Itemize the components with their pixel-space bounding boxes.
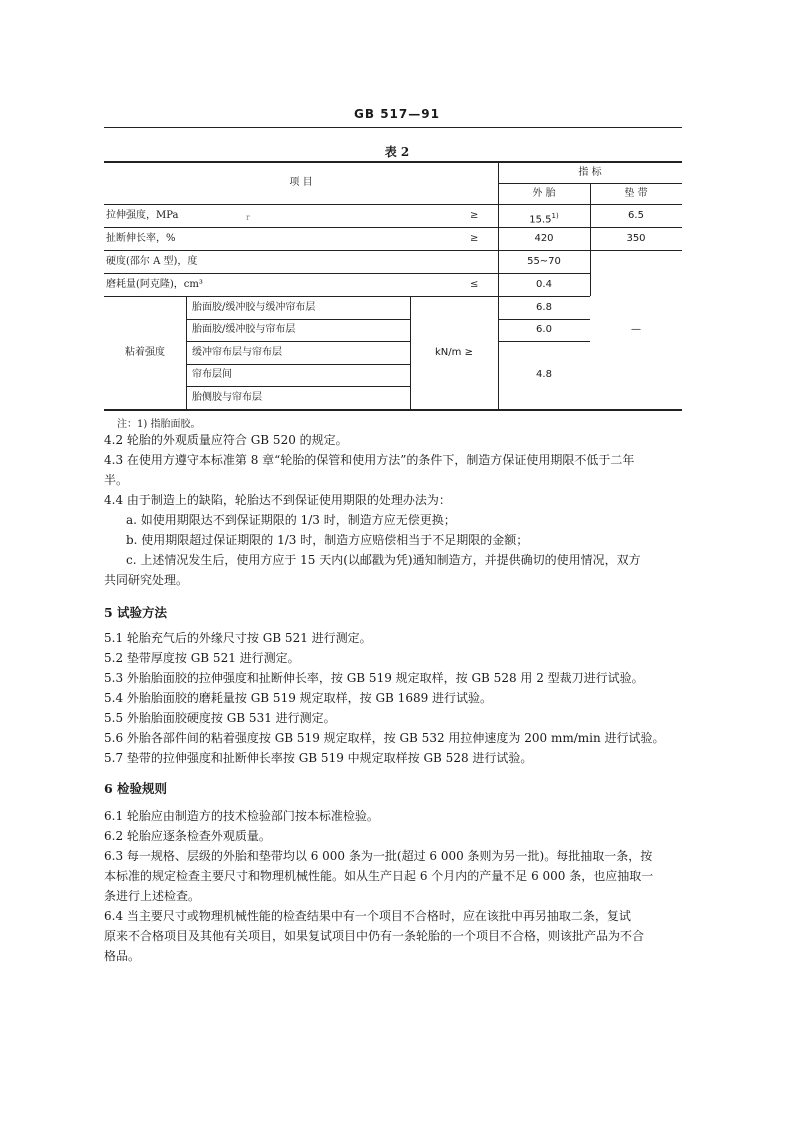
- table-line: [186, 296, 187, 409]
- table-line: [186, 386, 410, 387]
- row-op-abrasion: ≤: [470, 279, 479, 290]
- row-label-tensile: 拉伸强度，MPa: [106, 210, 179, 221]
- para-5-7: 5.7 垫带的拉伸强度和扯断伸长率按 GB 519 中规定取样按 GB 528 进行试验。: [104, 751, 533, 765]
- para-4-2: 4.2 轮胎的外观质量应符合 GB 520 的规定。: [104, 433, 348, 447]
- row-outer-abrasion: 0.4: [536, 279, 552, 290]
- adhesion-sub-2: 胎面胶/缓冲胶与帘布层: [192, 324, 296, 335]
- table-top-border: [104, 161, 682, 163]
- para-5-5: 5.5 外胎胎面胶硬度按 GB 531 进行测定。: [104, 711, 336, 725]
- para-5-4: 5.4 外胎胎面胶的磨耗量按 GB 519 规定取样，按 GB 1689 进行试验。: [104, 691, 493, 705]
- table-line: [104, 273, 590, 274]
- row-label-elong: 扯断伸长率，%: [106, 233, 176, 244]
- para-4-4-c: c. 上述情况发生后，使用方应于 15 天内(以邮戳为凭)通知制造方，并提供确切的使用情况，双方: [126, 553, 641, 567]
- adhesion-sub-3: 缓冲帘布层与帘布层: [192, 347, 282, 358]
- para-6-4: 6.4 当主要尺寸或物理机械性能的检查结果中有一个项目不合格时，应在该批中再另抽取二条，复试: [104, 909, 631, 923]
- stray-mark: r: [246, 213, 250, 222]
- row-label-adhesion: 粘着强度: [125, 347, 165, 358]
- table-caption: 表 2: [384, 145, 410, 159]
- col-header-index: 指 标: [578, 167, 602, 178]
- table-line: [498, 319, 590, 320]
- para-6-3-cont-1: 本标准的规定检查主要尺寸和物理机械性能。如从生产日起 6 个月内的产量不足 6 000 条，也应抽取一: [104, 869, 654, 883]
- para-4-4-c-cont: 共同研究处理。: [104, 573, 189, 587]
- adhesion-sub-5: 胎侧胶与帘布层: [192, 392, 262, 403]
- para-6-4-cont-2: 格品。: [104, 949, 141, 963]
- para-6-1: 6.1 轮胎应由制造方的技术检验部门按本标准检验。: [104, 809, 379, 823]
- table-line: [104, 204, 682, 205]
- para-6-3: 6.3 每一规格、层级的外胎和垫带均以 6 000 条为一批(超过 6 000 条则为另一批)。每批抽取一条，按: [104, 849, 653, 863]
- para-6-3-cont-2: 条进行上述检查。: [104, 889, 201, 903]
- para-5-6: 5.6 外胎各部件间的粘着强度按 GB 519 规定取样，按 GB 532 用拉伸速度为 200 mm/min 进行试验。: [104, 731, 665, 745]
- table-line: [186, 319, 410, 320]
- pad-dash: —: [631, 324, 641, 335]
- col-header-outer: 外 胎: [532, 188, 556, 199]
- row-outer-elong: 420: [534, 233, 554, 244]
- section-5-heading: 5 试验方法: [104, 605, 168, 620]
- table-line: [498, 341, 590, 342]
- row-op-tensile: ≥: [470, 210, 479, 221]
- table-line: [104, 296, 590, 297]
- para-4-4-b: b. 使用期限超过保证期限的 1/3 时，制造方应赔偿相当于不足期限的金额；: [126, 533, 529, 547]
- standard-code-header: GB 517—91: [354, 107, 440, 121]
- col-header-pad: 垫 带: [624, 188, 648, 199]
- adhesion-sub-1: 胎面胶/缓冲胶与缓冲帘布层: [192, 302, 316, 313]
- row-label-abrasion: 磨耗量(阿克隆)，cm³: [106, 279, 203, 290]
- col-header-item: 项 目: [289, 177, 313, 188]
- section-6-heading: 6 检验规则: [104, 781, 168, 796]
- table-note: 注：1) 指胎面胶。: [117, 419, 201, 430]
- row-pad-tensile: 6.5: [628, 210, 644, 221]
- table-line: [186, 364, 410, 365]
- row-pad-elong: 350: [626, 233, 646, 244]
- adhesion-value-1: 6.8: [536, 302, 552, 313]
- para-6-2: 6.2 轮胎应逐条检查外观质量。: [104, 829, 271, 843]
- table-line: [104, 250, 682, 251]
- adhesion-value-3: 4.8: [536, 369, 552, 380]
- para-5-2: 5.2 垫带厚度按 GB 521 进行测定。: [104, 651, 300, 665]
- para-6-4-cont-1: 原来不合格项目及其他有关项目，如果复试项目中仍有一条轮胎的一个项目不合格，则该批产品为不合: [104, 929, 645, 943]
- row-label-hardness: 硬度(邵尔 A 型)，度: [106, 256, 198, 267]
- table-line: [104, 227, 682, 228]
- table-line: [186, 341, 410, 342]
- para-4-4-a: a. 如使用期限达不到保证期限的 1/3 时，制造方应无偿更换；: [126, 513, 456, 527]
- para-4-3-cont: 半。: [104, 473, 129, 487]
- para-4-4: 4.4 由于制造上的缺陷，轮胎达不到保证使用期限的处理办法为：: [104, 493, 451, 507]
- row-outer-hardness: 55~70: [527, 256, 561, 267]
- adhesion-value-2: 6.0: [536, 324, 552, 335]
- para-5-3: 5.3 外胎胎面胶的拉伸强度和扯断伸长率，按 GB 519 规定取样，按 GB 528 用 2 型裁刀进行试验。: [104, 671, 644, 685]
- para-4-3: 4.3 在使用方遵守本标准第 8 章“轮胎的保管和使用方法”的条件下，制造方保证使用期限不低于二年: [104, 453, 635, 467]
- row-outer-tensile: 15.5$^{1)}$: [529, 212, 559, 226]
- para-5-1: 5.1 轮胎充气后的外缘尺寸按 GB 521 进行测定。: [104, 631, 372, 645]
- header-rule: [104, 127, 682, 128]
- adhesion-unit: kN/m ≥: [435, 347, 473, 358]
- table-bottom-border: [104, 409, 682, 411]
- adhesion-sub-4: 帘布层间: [192, 369, 232, 380]
- row-op-elong: ≥: [470, 233, 479, 244]
